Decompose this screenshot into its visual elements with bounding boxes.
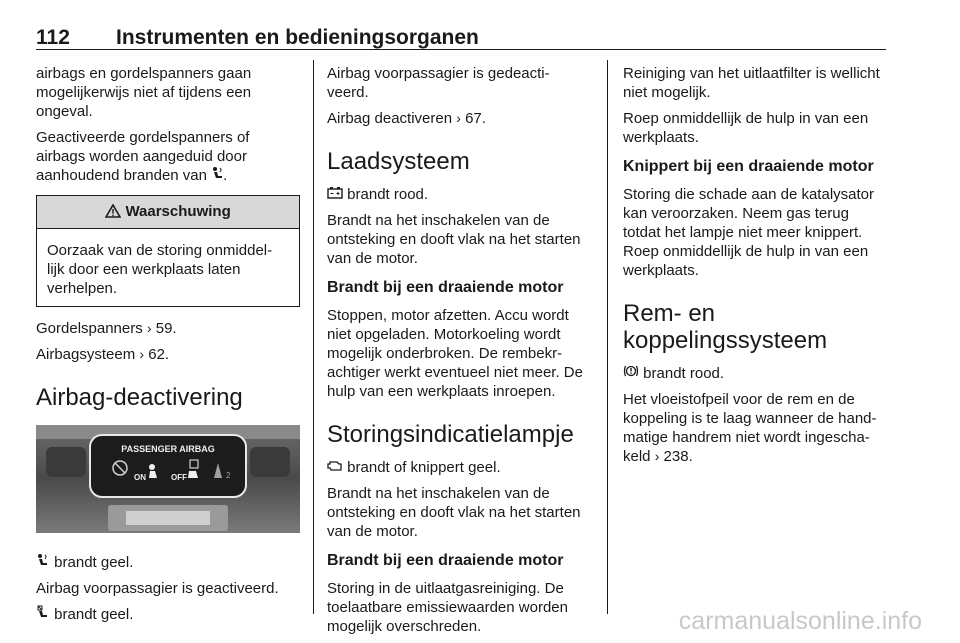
paragraph: brandt rood. bbox=[327, 185, 591, 204]
panel-off-label: OFF bbox=[171, 473, 187, 482]
paragraph: Stoppen, motor afzetten. Accu wordt niet opgeladen. Motorkoeling wordt mogelijk onderbroken. De rembekr-achtiger werkt eventueel niet meer. De hulp van een werkplaats inroepen. bbox=[327, 307, 583, 400]
reference: Airbag deactiveren › 67. bbox=[327, 110, 486, 127]
svg-text:2: 2 bbox=[226, 471, 231, 480]
warning-triangle-icon bbox=[105, 203, 125, 220]
paragraph: brandt geel. bbox=[36, 553, 300, 572]
reference: Airbagsysteem › 62. bbox=[36, 346, 170, 363]
page-header bbox=[36, 26, 886, 56]
column-1 bbox=[36, 64, 300, 631]
engine-icon bbox=[327, 458, 343, 477]
link-page[interactable]: 67. bbox=[465, 110, 486, 127]
airbag-off-icon bbox=[36, 605, 50, 624]
paragraph: Roep onmiddellijk de hulp in van een werkplaats. bbox=[623, 110, 869, 146]
column-3 bbox=[623, 64, 887, 473]
paragraph: Airbag voorpassagier is gedeacti-veerd. bbox=[327, 65, 550, 101]
page-title: Instrumenten en bedieningsorganen bbox=[116, 26, 479, 49]
column-divider bbox=[607, 60, 608, 614]
sub-heading: Brandt bij een draaiende motor bbox=[327, 552, 564, 569]
paragraph: Geactiveerde gordelspanners of airbags worden aangeduid door aanhoudend branden van . bbox=[36, 129, 250, 184]
paragraph: Het vloeistofpeil voor de rem en de koppeling is te laag wanneer de hand-matige handrem niet wordt ingescha-keld › 238. bbox=[623, 391, 877, 465]
page-ref-arrow-icon: › bbox=[139, 346, 145, 362]
paragraph: Reiniging van het uitlaatfilter is wellicht niet mogelijk. bbox=[623, 65, 880, 101]
paragraph: Brandt na het inschakelen van de ontsteking en dooft vlak na het starten van de motor. bbox=[327, 485, 581, 540]
paragraph: Airbag voorpassagier is geactiveerd. bbox=[36, 580, 279, 597]
panel-title: PASSENGER AIRBAG bbox=[121, 444, 215, 454]
link-page[interactable]: 59. bbox=[155, 320, 177, 337]
section-heading: Airbag-deactivering bbox=[36, 384, 243, 411]
column-divider bbox=[313, 60, 314, 614]
section-heading: koppelingssysteem bbox=[623, 327, 828, 354]
paragraph: Storing die schade aan de katalysator kan veroorzaken. Neem gas terug totdat het lampje niet meer knippert. Roep onmiddellijk de hulp in van een werkplaats. bbox=[623, 186, 874, 279]
page-ref-arrow-icon: › bbox=[146, 320, 152, 336]
column-2 bbox=[327, 64, 591, 643]
airbag-on-icon bbox=[36, 553, 50, 572]
brake-icon bbox=[623, 364, 639, 383]
paragraph: Storing in de uitlaatgasreiniging. De toelaatbare emissiewaarden worden mogelijk overschreden. bbox=[327, 580, 568, 635]
sub-heading: Brandt bij een draaiende motor bbox=[327, 279, 564, 296]
reference: Gordelspanners › 59. bbox=[36, 320, 177, 337]
watermark: carmanualsonline.info bbox=[678, 607, 922, 635]
paragraph: brandt rood. bbox=[623, 364, 887, 383]
warning-text: Oorzaak van de storing onmiddel-lijk door een werkplaats laten verhelpen. bbox=[47, 242, 273, 297]
passenger-airbag-panel-photo bbox=[36, 425, 300, 533]
link-page[interactable]: 238. bbox=[663, 448, 693, 465]
warning-title: Waarschuwing bbox=[125, 203, 231, 220]
paragraph: Brandt na het inschakelen van de ontsteking en dooft vlak na het starten van de motor. bbox=[327, 212, 581, 267]
seated-airbag-icon bbox=[211, 166, 223, 185]
link-page[interactable]: 62. bbox=[148, 346, 170, 363]
paragraph: brandt of knippert geel. bbox=[327, 458, 591, 477]
section-heading: Rem- en bbox=[623, 300, 716, 327]
section-heading: Laadsysteem bbox=[327, 148, 470, 175]
page-number: 112 bbox=[36, 26, 70, 49]
paragraph: brandt geel. bbox=[36, 605, 300, 624]
warning-box bbox=[36, 195, 300, 307]
battery-icon bbox=[327, 185, 343, 204]
page-ref-arrow-icon: › bbox=[456, 110, 461, 126]
warning-header bbox=[37, 196, 299, 229]
header-rule bbox=[36, 49, 886, 50]
sub-heading: Knippert bij een draaiende motor bbox=[623, 158, 874, 175]
page-ref-arrow-icon: › bbox=[654, 448, 660, 464]
section-heading: Storingsindicatielampje bbox=[327, 421, 574, 448]
paragraph: airbags en gordelspanners gaan mogelijkerwijs niet af tijdens een ongeval. bbox=[36, 65, 252, 120]
panel-on-label: ON bbox=[134, 473, 146, 482]
